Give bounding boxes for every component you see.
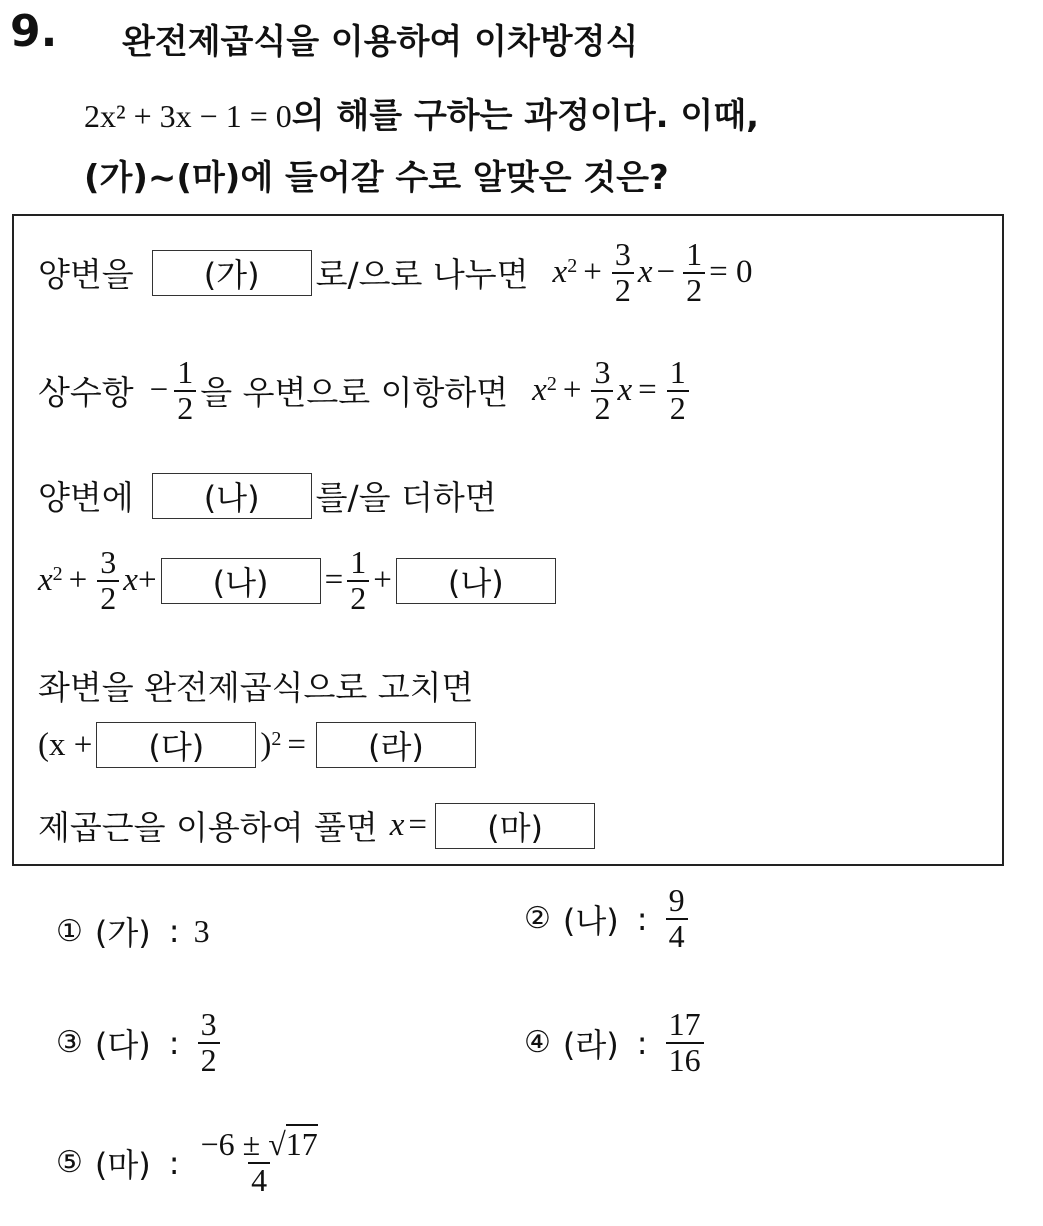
question-text-line2-rest: 의 해를 구하는 과정이다. 이때, [291,96,760,136]
process-row-2 [38,356,693,425]
choice-4-frac: $\frac{17}{16}$ [666,1008,704,1077]
choice-3-mark: ③ [56,1025,83,1061]
choice-2-mark: ② [524,901,551,937]
row2-plus: + [562,372,582,409]
row1-exp: 2 [567,255,578,278]
row5-text: 좌변을 완전제곱식으로 고치면 [38,668,474,707]
blank-na-3-label: (나) [447,563,504,602]
blank-na-2-label: (나) [212,563,269,602]
sqrt-icon: √ [268,1126,286,1162]
row4-frac-3-2: $\frac{3}{2}$ [97,546,119,615]
row3-suffix: 를/을 더하면 [315,478,497,517]
row6-close: ) [260,726,272,763]
row4-exp: 2 [52,563,63,586]
choice-4[interactable] [524,1008,708,1077]
choice-2-colon: : [636,899,648,938]
choice-1-value: 3 [193,912,210,949]
row1-minus: − [656,254,676,291]
choice-5-sqrt-arg: 17 [285,1126,318,1162]
row2-eq: = [638,372,657,409]
row2-prefix: 상수항 [38,373,134,413]
process-row-1 [38,238,752,307]
row6-eq: = [287,726,306,763]
solution-process-box [12,214,1004,866]
question-equation: 2x² + 3x − 1 = 0 [84,98,292,134]
row4-eq: = [324,562,344,599]
row1-x: x [552,254,568,291]
row1-prefix: 양변을 [38,255,134,295]
choice-3-frac: $\frac{3}{2}$ [198,1008,220,1077]
row7-eq: = [408,807,428,843]
row3-prefix: 양변에 [38,478,134,517]
blank-ga [152,250,312,296]
row1-eq: = 0 [709,254,753,291]
row2-text: 을 우변으로 이항하면 [200,373,509,413]
choice-5-label: (마) [94,1145,151,1184]
row2-minus: − [149,372,169,409]
row6-open: (x + [38,726,93,763]
choice-1[interactable] [56,908,210,954]
choice-5-num-pre: −6 ± [200,1126,261,1162]
blank-ga-label: (가) [203,255,260,294]
blank-na-1-label: (나) [203,478,260,517]
row4-x2: x [123,562,138,599]
row7-text: 제곱근을 이용하여 풀면 [38,808,378,847]
blank-na-1 [152,473,312,519]
choice-5-frac: $\frac{-6 \pm √17}{4}$ [200,1126,318,1198]
row4-plus: + [68,562,88,599]
row2-x2: x [617,372,633,409]
choice-4-mark: ④ [524,1025,551,1061]
choice-2-label: (나) [562,901,619,940]
blank-ma [435,803,595,849]
choice-1-colon: : [168,912,180,950]
blank-ma-label: (마) [487,808,543,847]
question-text-line3: (가)~(마)에 들어갈 수로 알맞은 것은? [84,158,669,198]
process-row-5 [38,662,473,709]
row4-x: x [38,562,53,599]
process-row-3 [38,472,497,519]
blank-na-2 [161,558,321,604]
row1-x2: x [637,254,653,291]
choice-1-mark: ① [56,913,83,949]
process-row-4 [38,546,560,615]
row1-suffix: 로/으로 나누면 [315,255,529,295]
row2-x: x [532,372,547,409]
row2-frac-1-2: $\frac{1}{2}$ [174,356,196,425]
row4-plus2: + [137,562,157,599]
question-number: 9. [10,6,58,57]
choice-4-label: (라) [562,1025,619,1064]
choice-1-label: (가) [94,914,151,952]
question-text-line1: 완전제곱식을 이용하여 이차방정식 [122,22,639,62]
blank-ra-label: (라) [368,728,424,766]
process-row-6 [38,722,480,768]
row7-x: x [389,807,405,843]
choice-2[interactable] [524,884,692,953]
row1-frac-1-2: $\frac{1}{2}$ [683,238,705,307]
row2-exp: 2 [546,373,557,396]
blank-na-3 [396,558,556,604]
choice-3-colon: : [168,1023,180,1062]
blank-ra [316,722,476,768]
row4-plus3: + [373,562,392,599]
blank-da [96,722,256,768]
choice-5-colon: : [168,1143,180,1182]
choice-3[interactable] [56,1008,224,1077]
question-text-line2 [84,88,759,137]
row2-frac-3-2: $\frac{3}{2}$ [591,356,613,425]
blank-da-label: (다) [148,728,205,766]
row2-frac-1-2b: $\frac{1}{2}$ [667,356,689,425]
row6-exp: 2 [271,727,282,750]
row4-frac-1-2: $\frac{1}{2}$ [347,546,369,615]
process-row-7 [38,802,599,849]
choice-5[interactable] [56,1128,325,1197]
choice-4-colon: : [636,1023,648,1062]
row1-frac-3-2: $\frac{3}{2}$ [612,238,634,307]
choice-3-label: (다) [94,1025,151,1064]
choice-2-frac: $\frac{9}{4}$ [666,884,688,953]
row1-plus: + [583,254,602,291]
choice-5-mark: ⑤ [56,1145,83,1181]
